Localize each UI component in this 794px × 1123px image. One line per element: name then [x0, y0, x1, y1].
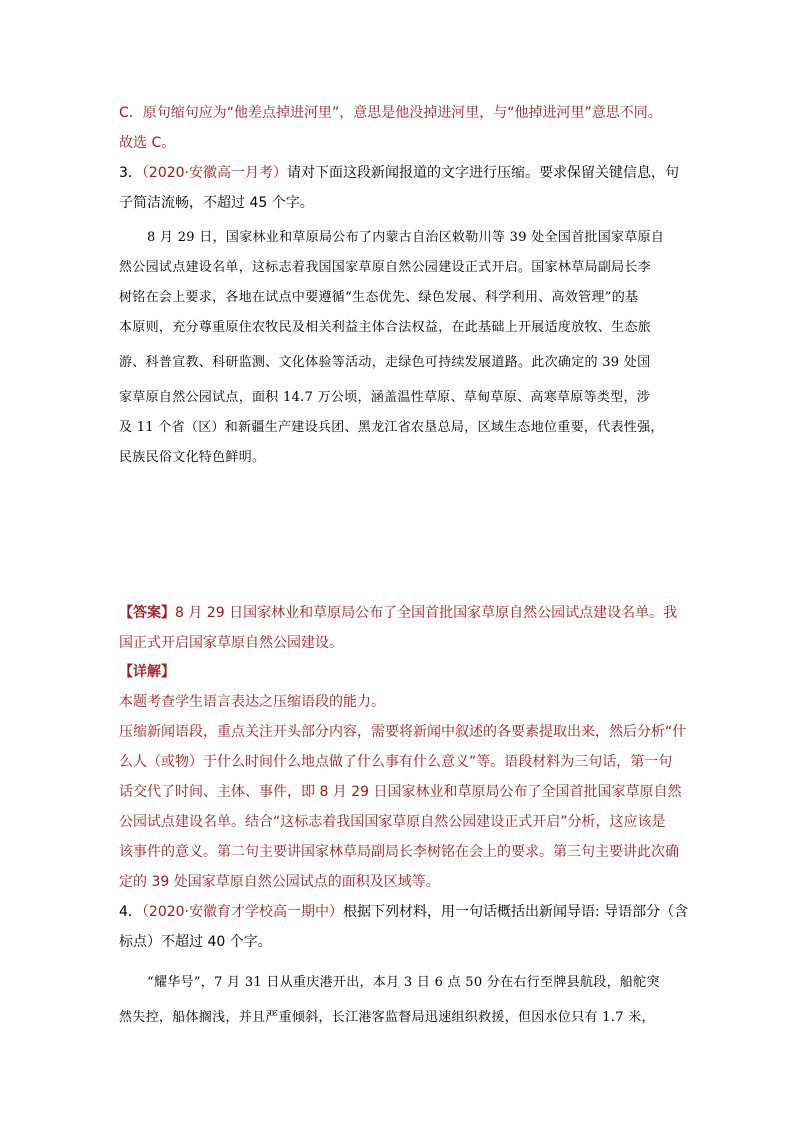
news-passage-line-6: 家草原自然公园试点，面积 14.7 万公顷，涵盖温性草原、草甸草原、高寒草原等类型，涉	[119, 390, 651, 405]
detail-line-6: 该事件的意义。第二句主要讲国家林草局副局长李树铭在会上的要求。第三句主要讲此次确	[119, 844, 679, 860]
question-4-source: （2020·安徽育才学校高一期中）	[141, 904, 344, 920]
news-passage-line-5: 游、科普宣教、科研监测、文化体验等活动，走绿色可持续发展道路。此次确定的 39 处国	[119, 355, 651, 370]
question-3-line-2: 子简洁流畅，不超过 45 个字。	[119, 195, 314, 211]
question-4-line-1	[119, 902, 688, 922]
q4-passage-line-2: 然失控，船体搁浅，并且严重倾斜，长江港客监督局迅速组织救援，但因水位只有 1.7 米，	[119, 1010, 655, 1025]
q4-passage-line-1: “耀华号”，7 月 31 日从重庆港开出，本月 3 日 6 点 50 分在右行至牌县航段，船舵突	[147, 975, 660, 990]
question-4-line-2: 标点）不超过 40 个字。	[119, 934, 272, 950]
news-passage-line-3: 树铭在会上要求，各地在试点中要遵循“生态优先、绿色发展、科学利用、高效管理”的基	[119, 290, 639, 305]
detail-line-1: 本题考查学生语言表达之压缩语段的能力。	[119, 694, 385, 710]
question-3-prompt-a: 请对下面这段新闻报道的文字进行压缩。要求保留关键信息，句	[287, 165, 680, 181]
question-3-line-1	[119, 163, 679, 183]
news-passage-line-8: 民族民俗文化特色鲜明。	[119, 450, 266, 465]
option-c-line-1: C．原句缩句应为“他差点掉进河里”，意思是他没掉进河里，与“他掉进河里”意思不同。	[119, 105, 662, 121]
news-passage-line-4: 本原则，充分尊重原住农牧民及相关利益主体合法权益，在此基础上开展适度放牧、生态旅	[119, 320, 652, 335]
detail-line-4: 话交代了时间、主体、事件，即 8 月 29 日国家林业和草原局公布了全国首批国家草原自然	[119, 784, 682, 800]
news-passage-line-1: 8 月 29 日，国家林业和草原局公布了内蒙古自治区敕勒川等 39 处全国首批国家草原自	[147, 230, 665, 245]
detail-tag: 【详解】	[119, 664, 175, 680]
answer-text-1: 8 月 29 日国家林业和草原局公布了全国首批国家草原自然公园试点建设名单。我	[175, 605, 678, 621]
answer-tag: 【答案】	[119, 605, 175, 621]
news-passage-line-7: 及 11 个省（区）和新疆生产建设兵团、黑龙江省农垦总局，区域生态地位重要，代表性强，	[119, 420, 664, 435]
detail-line-3: 么人（或物）于什么时间什么地点做了什么事有什么意义”等。语段材料为三句话，第一句	[119, 754, 673, 770]
question-3-number: 3．	[119, 165, 142, 181]
question-3-source: （2020·安徽高一月考）	[141, 165, 288, 181]
detail-line-5: 公园试点建设名单。结合“这标志着我国国家草原自然公园建设正式开启”分析，这应该是	[119, 814, 666, 830]
answer-line-2: 国正式开启国家草原自然公园建设。	[119, 635, 343, 651]
detail-line-7: 定的 39 处国家草原自然公园试点的面积及区域等。	[119, 874, 440, 890]
question-4-number: 4．	[119, 904, 142, 920]
news-passage-line-2: 然公园试点建设名单，这标志着我国国家草原自然公园建设正式开启。国家林草局副局长李	[119, 260, 652, 275]
answer-line-1	[119, 603, 677, 623]
detail-line-2: 压缩新闻语段，重点关注开头部分内容，需要将新闻中叙述的各要素提取出来，然后分析“什	[119, 724, 687, 740]
option-c-line-2: 故选 C。	[119, 135, 176, 151]
question-4-prompt-a: 根据下列材料，用一句话概括出新闻导语: 导语部分（含	[343, 904, 689, 920]
